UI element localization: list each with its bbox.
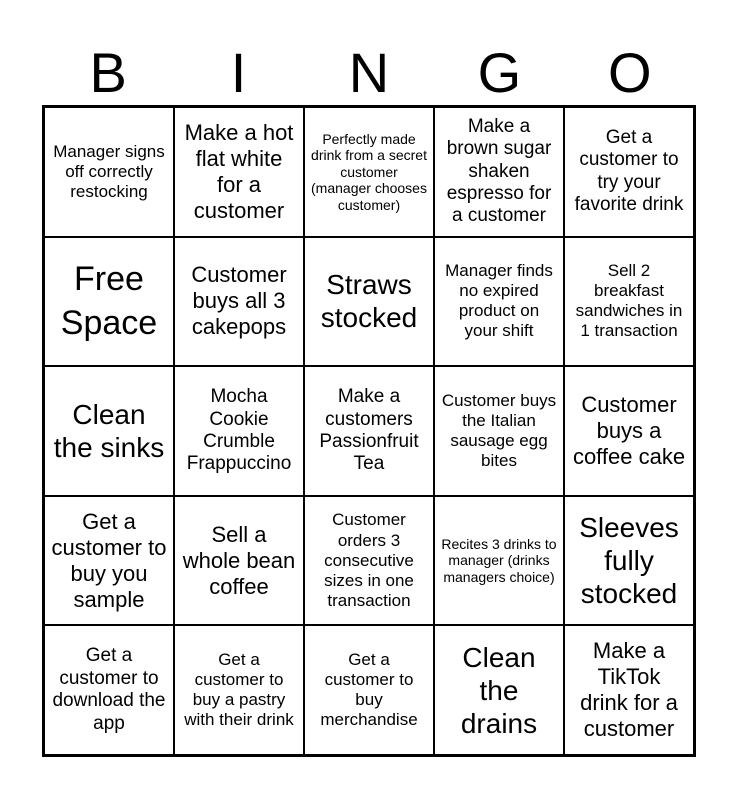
bingo-cell[interactable] [174,366,304,496]
cell-text: Customer orders 3 consecutive sizes in one transaction [324,510,414,610]
header-letter-i: I [230,41,247,104]
cell-text: Make a hot flat white for a customer [184,119,294,223]
cell-text: Clean the sinks [53,398,165,463]
bingo-cell[interactable] [564,107,694,237]
bingo-cell[interactable] [434,237,564,367]
cell-text: Straws stocked [320,269,418,334]
bingo-cell[interactable] [434,496,564,626]
cell-text: Get a customer to buy a pastry with their drink [184,650,294,730]
cell-text: Recites 3 drinks to manager (drinks managers choice) [441,535,557,585]
bingo-cell[interactable] [564,625,694,755]
bingo-cell[interactable] [434,107,564,237]
bingo-cell[interactable] [44,366,174,496]
header-letter-o: O [607,41,652,104]
bingo-cell[interactable] [44,625,174,755]
cell-text: Get a customer to download the app [52,645,166,734]
bingo-cell[interactable] [564,366,694,496]
bingo-cell[interactable] [174,625,304,755]
cell-text: Sleeves fully stocked [579,512,679,610]
bingo-cell[interactable] [564,237,694,367]
cell-text: Customer buys the Italian sausage egg bites [441,390,557,471]
cell-text: Free Space [60,260,158,343]
bingo-cell[interactable] [174,496,304,626]
cell-text: Manager signs off correctly restocking [53,141,165,201]
cell-text: Make a TikTok drink for a customer [580,638,678,742]
bingo-cell[interactable] [434,625,564,755]
cell-text: Mocha Cookie Crumble Frappuccino [186,386,292,475]
header-letter-g: G [477,41,522,104]
cell-text: Make a customers Passionfruit Tea [319,386,419,475]
bingo-cell[interactable] [44,496,174,626]
cell-text: Get a customer to buy you sample [51,508,167,612]
cell-text: Customer buys a coffee cake [572,392,686,469]
cell-text: Clean the drains [460,641,538,739]
bingo-cell[interactable] [434,366,564,496]
bingo-cell[interactable] [304,237,434,367]
bingo-cell[interactable] [304,625,434,755]
cell-text: Make a brown sugar shaken espresso for a customer [446,115,552,227]
cell-text: Sell 2 breakfast sandwiches in 1 transaction [575,261,683,341]
bingo-cell[interactable] [174,107,304,237]
bingo-cell[interactable] [304,366,434,496]
cell-text: Perfectly made drink from a secret customer (manager chooses customer) [311,130,427,213]
cell-text: Manager finds no expired product on your shift [445,261,553,341]
bingo-cell[interactable] [44,107,174,237]
bingo-header [43,40,695,106]
cell-text: Customer buys all 3 cakepops [191,262,287,340]
cell-text: Get a customer to buy merchandise [320,650,418,730]
bingo-cell[interactable] [564,496,694,626]
cell-text: Sell a whole bean coffee [182,521,296,599]
cell-text: Get a customer to try your favorite drink [574,126,684,216]
bingo-board [42,105,696,757]
bingo-cell[interactable] [304,107,434,237]
bingo-cell[interactable] [174,237,304,367]
header-letter-n: N [348,41,390,104]
bingo-cell[interactable] [304,496,434,626]
header-letter-b: B [89,41,127,104]
free-space-cell[interactable] [44,237,174,367]
